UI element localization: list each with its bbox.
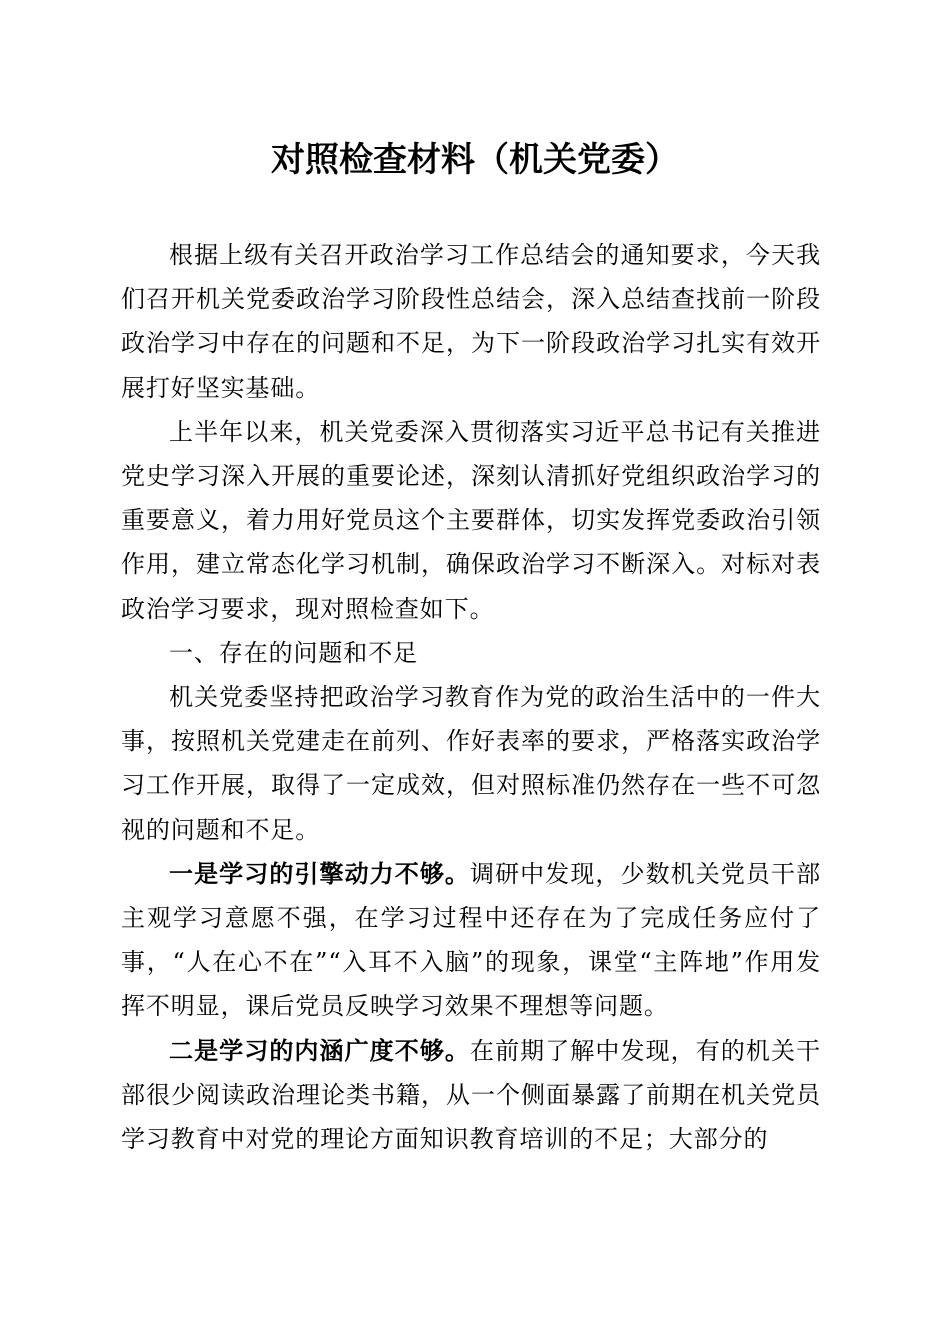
- paragraph-point-2: [121, 1029, 821, 1162]
- document-body: [121, 233, 821, 1161]
- paragraph-section-intro: 机关党委坚持把政治学习教育作为党的政治生活中的一件大事，按照机关党建走在前列、作好表率的要求，严格落实政治学习工作开展，取得了一定成效，但对照标准仍然存在一些不可忽视的问题和不足。: [121, 683, 821, 844]
- paragraph-background: 上半年以来，机关党委深入贯彻落实习近平总书记有关推进党史学习深入开展的重要论述，深刻认清抓好党组织政治学习的重要意义，着力用好党员这个主要群体，切实发挥党委政治引领作用，建立常态化学习机制，确保政治学习不断深入。对标对表政治学习要求，现对照检查如下。: [121, 417, 821, 623]
- document-title: 对照检查材料（机关党委）: [271, 140, 679, 180]
- point-2-text: 在前期了解中发现，有的机关干部很少阅读政治理论类书籍，从一个侧面暴露了前期在机关党员学习教育中对党的理论方面知识教育培训的不足；大部分的: [121, 1036, 821, 1154]
- point-1-lead: 一是学习的引擎动力不够。: [169, 858, 470, 888]
- paragraph-point-1: [121, 852, 821, 1029]
- section-heading: 一、存在的问题和不足: [169, 638, 418, 667]
- point-1-text: 调研中发现，少数机关党员干部主观学习意愿不强，在学习过程中还存在为了完成任务应付了事，“人在心不在”“入耳不入脑”的现象，课堂“主阵地”作用发挥不明显，课后党员反映学习效果不理想等问题。: [121, 859, 821, 1021]
- point-2-lead: 二是学习的内涵广度不够。: [169, 1035, 470, 1065]
- paragraph-intro: 根据上级有关召开政治学习工作总结会的通知要求，今天我们召开机关党委政治学习阶段性总结会，深入总结查找前一阶段政治学习中存在的问题和不足，为下一阶段政治学习扎实有效开展打好坚实基础。: [121, 241, 821, 402]
